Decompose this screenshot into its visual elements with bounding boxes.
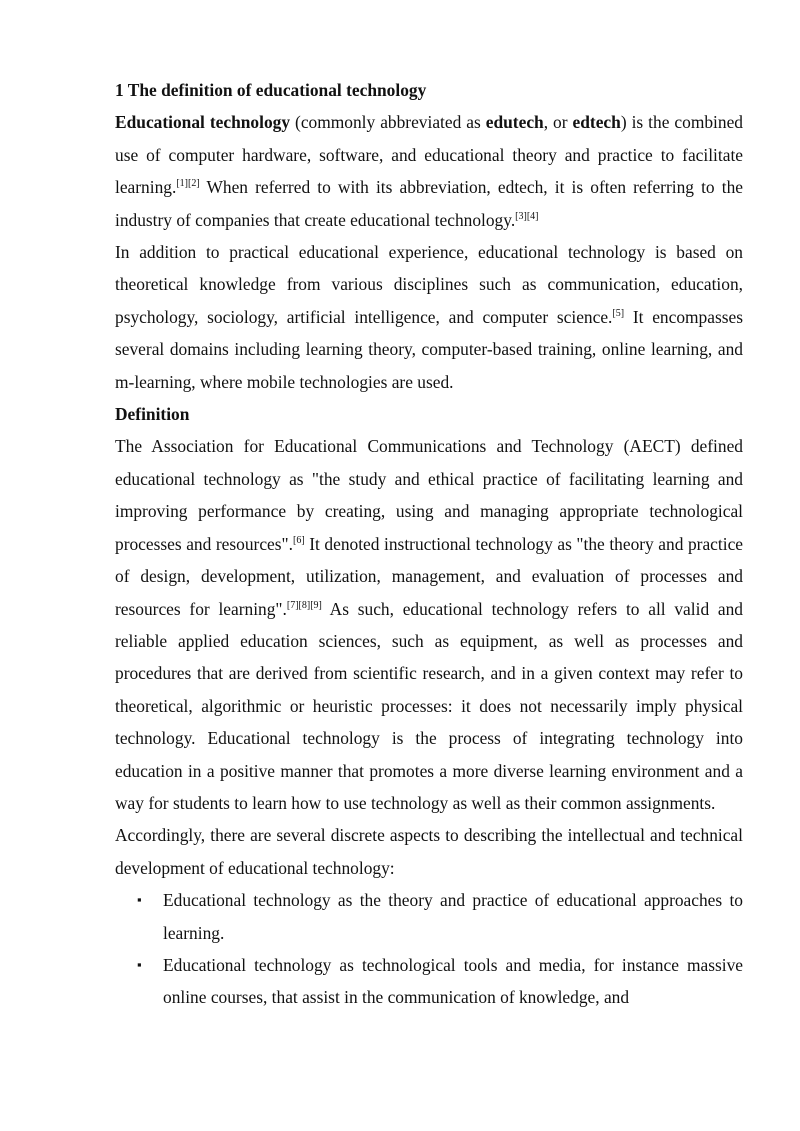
list-item xyxy=(115,884,743,949)
bullet-icon: ▪ xyxy=(137,892,142,908)
list-item-text: Educational technology as technological tools and media, for instance massive online courses, that assist in the communication of knowledge, and xyxy=(163,954,743,1008)
paragraph-definition-intro xyxy=(115,106,743,236)
paragraph-aect-definition xyxy=(115,430,743,819)
subheading-definition: Definition xyxy=(115,404,190,425)
document-page xyxy=(115,74,743,1014)
text-span: When referred to with its abbreviation, edtech, it is often referring to the industry of companies that create educational technology. xyxy=(115,177,743,230)
citation-ref[interactable]: [3][4] xyxy=(515,210,539,222)
list-item-text: Educational technology as the theory and practice of educational approaches to learning. xyxy=(163,890,743,943)
citation-ref[interactable]: [5] xyxy=(612,307,625,319)
text-span: , or xyxy=(543,112,573,133)
paragraph-aspects-intro: Accordingly, there are several discrete aspects to describing the intellectual and technical development of educational technology: xyxy=(115,825,743,878)
text-span: ) is the combined use of computer hardware, software, and educational theory and practice to facilitate learning. xyxy=(115,112,743,198)
section-heading: 1 The definition of educational technology xyxy=(115,80,427,100)
citation-ref[interactable]: [7][8][9] xyxy=(286,599,322,611)
text-span: It denoted instructional technology as "the theory and practice of design, development, utilization, management, and evaluation of processes and resources for learning". xyxy=(115,533,744,619)
text-span: (commonly abbreviated as xyxy=(290,112,486,133)
list-item xyxy=(115,949,743,1014)
bullet-icon: ▪ xyxy=(137,956,142,972)
text-span: As such, educational technology refers to all valid and reliable applied education sciences, such as equipment, as well as processes and procedures that are derived from scientific research, and in a given context may refer to theoretical, algorithmic or heuristic processes: it does not necessarily imply physical technology. Educational technology is the process of integrating technology into education in a positive manner that promotes a more diverse learning environment and a way for students to learn how to use technology as well as their common assignments. xyxy=(115,598,743,813)
text-span: It encompasses several domains including learning theory, computer-based training, online learning, and m-learning, where mobile technologies are used. xyxy=(115,306,743,392)
aspects-list xyxy=(115,884,743,1014)
text-span: In addition to practical educational experience, educational technology is based on theoretical knowledge from various disciplines such as communication, education, psychology, sociology, artificial intelligence, and computer science. xyxy=(115,242,743,327)
citation-ref[interactable]: [1][2] xyxy=(176,178,200,190)
abbr-edtech: edtech xyxy=(572,112,621,133)
text-span: The Association for Educational Communications and Technology (AECT) defined educational technology as "the study and ethical practice of facilitating learning and improving performance by creating, using and managing appropriate technological processes and resources". xyxy=(115,436,743,554)
term-educational-technology: Educational technology xyxy=(115,112,291,133)
abbr-edutech: edutech xyxy=(485,112,544,133)
paragraph-disciplines xyxy=(115,236,743,398)
citation-ref[interactable]: [6] xyxy=(293,534,305,546)
